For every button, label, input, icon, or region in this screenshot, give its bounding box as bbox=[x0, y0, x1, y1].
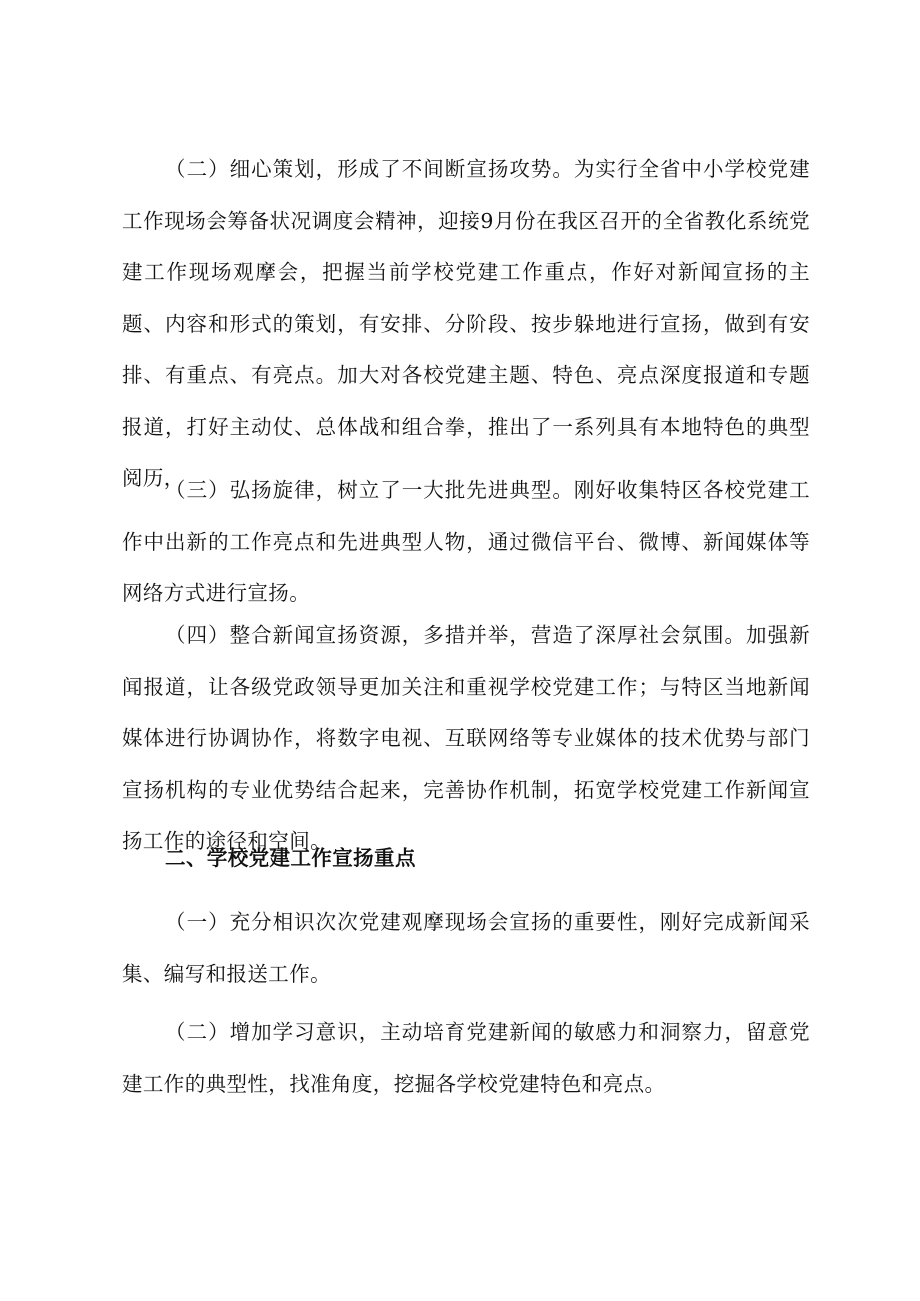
paragraph-resources: （四）整合新闻宣扬资源，多措并举，营造了深厚社会氛围。加强新闻报道，让各级党政领导更加关注和重视学校党建工作；与特区当地新闻媒体进行协调协作，将数字电视、互联网络等专业媒体的技术优势与部门宣扬机构的专业优势结合起来，完善协作机制，拓宽学校党建工作新闻宣扬工作的途径和空间。 bbox=[122, 623, 810, 853]
paragraph-planning: （二）细心策划，形成了不间断宣扬攻势。为实行全省中小学校党建工作现场会筹备状况调度会精神，迎接9月份在我区召开的全省教化系统党建工作现场观摩会，把握当前学校党建工作重点，作好对新闻宣扬的主题、内容和形式的策划，有安排、分阶段、按步躲地进行宣扬，做到有安排、有重点、有亮点。加大对各校党建主题、特色、亮点深度报道和专题报道，打好主动仗、总体战和组合拳，推出了一系列具有本地特色的典型阅历， bbox=[122, 157, 810, 490]
paragraph-learning: （二）增加学习意识，主动培育党建新闻的敏感力和洞察力，留意党建工作的典型性，找准角度，挖掘各学校党建特色和亮点。 bbox=[122, 1020, 810, 1096]
section-heading: 二、学校党建工作宣扬重点 bbox=[165, 846, 416, 870]
paragraph-importance: （一）充分相识次次党建观摩现场会宣扬的重要性，刚好完成新闻采集、编写和报送工作。 bbox=[122, 910, 810, 986]
paragraph-role-models: （三）弘扬旋律，树立了一大批先进典型。刚好收集特区各校党建工作中出新的工作亮点和先进典型人物，通过微信平台、微博、新闻媒体等网络方式进行宣扬。 bbox=[122, 478, 810, 605]
